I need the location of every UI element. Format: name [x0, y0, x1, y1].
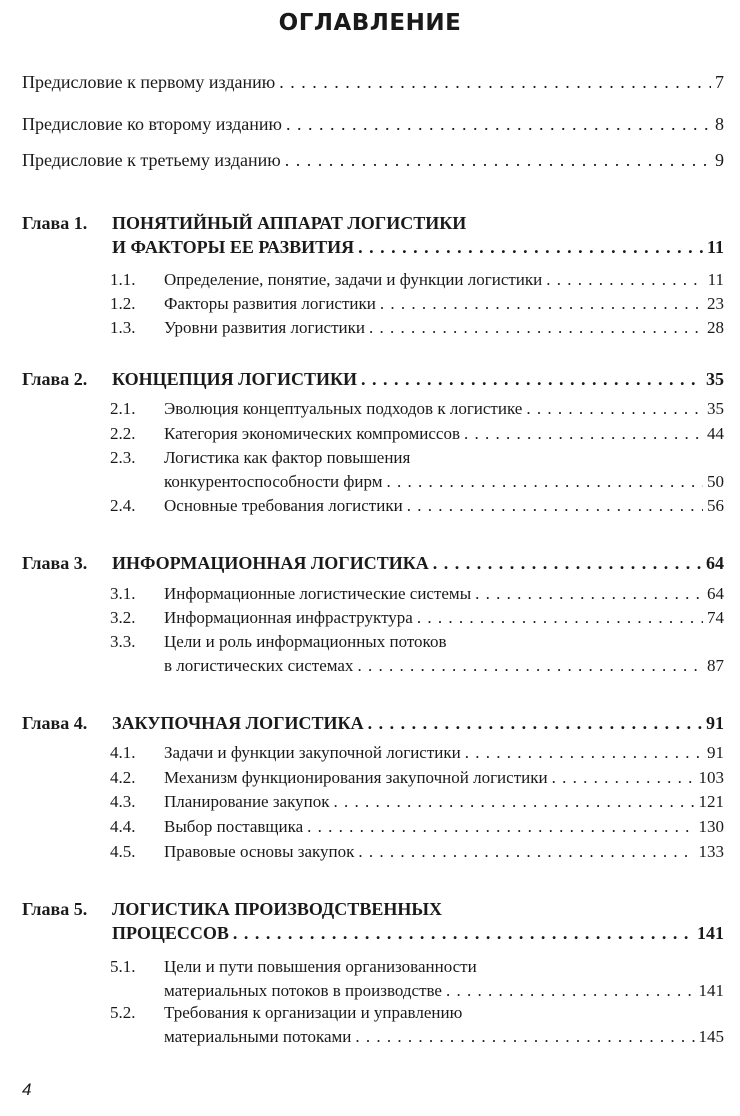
leader-dots: [417, 606, 703, 630]
toc-section-4-4[interactable]: [110, 815, 724, 839]
page-ref: 28: [707, 318, 724, 337]
section-title: Уровни развития логистики: [164, 318, 365, 337]
page-ref: 64: [707, 584, 724, 603]
section-number: 4.5.: [110, 842, 136, 861]
leader-dots: [546, 268, 703, 292]
section-number: 2.1.: [110, 399, 136, 418]
section-title: Информационные логистические системы: [164, 584, 472, 603]
preface-title: Предисловие к первому изданию: [22, 72, 276, 92]
page-ref: 87: [707, 656, 724, 675]
page-ref: 91: [706, 713, 724, 733]
toc-section-3-1[interactable]: [110, 582, 724, 606]
section-title: Факторы развития логистики: [164, 294, 376, 313]
section-number: 1.1.: [110, 270, 136, 289]
page-ref: 44: [707, 424, 724, 443]
toc-chapter-1[interactable]: [22, 211, 724, 259]
leader-dots: [286, 112, 711, 136]
page-ref: 9: [715, 150, 724, 170]
chapter-title-line: ИНФОРМАЦИОННАЯ ЛОГИСТИКА: [112, 553, 429, 573]
preface-title: Предисловие ко второму изданию: [22, 114, 282, 134]
chapter-title-line: ЛОГИСТИКА ПРОИЗВОДСТВЕННЫХ: [112, 899, 443, 919]
toc-section-3-2[interactable]: [110, 606, 724, 630]
leader-dots: [433, 551, 702, 575]
toc-preface-2[interactable]: [22, 112, 724, 136]
chapter-title-line: И ФАКТОРЫ ЕЕ РАЗВИТИЯ: [112, 237, 355, 257]
chapter-title-line: ЗАКУПОЧНАЯ ЛОГИСТИКА: [112, 713, 364, 733]
page-number: 4: [22, 1080, 32, 1099]
page-ref: 11: [706, 237, 724, 257]
leader-dots: [464, 422, 703, 446]
page-ref: 91: [707, 743, 724, 762]
section-number: 5.2.: [110, 1003, 136, 1022]
page-title: ОГЛАВЛЕНИЕ: [278, 10, 462, 36]
leader-dots: [446, 979, 695, 1003]
section-title: Выбор поставщика: [164, 817, 304, 836]
leader-dots: [233, 921, 693, 945]
leader-dots: [333, 790, 694, 814]
section-number: 3.1.: [110, 584, 136, 603]
toc-section-4-3[interactable]: [110, 790, 724, 814]
section-title: в логистических системах: [164, 656, 354, 675]
section-title: Информационная инфраструктура: [164, 608, 413, 627]
leader-dots: [279, 70, 711, 94]
chapter-title-line: КОНЦЕПЦИЯ ЛОГИСТИКИ: [112, 369, 358, 389]
section-title: Планирование закупок: [164, 792, 330, 811]
section-number: 4.2.: [110, 768, 136, 787]
section-number: 2.3.: [110, 448, 136, 467]
toc-section-4-1[interactable]: [110, 741, 724, 765]
leader-dots: [358, 840, 694, 864]
chapter-label: Глава 5.: [22, 899, 88, 919]
toc-chapter-3[interactable]: [22, 551, 724, 575]
section-title: Категория экономических компромиссов: [164, 424, 460, 443]
leader-dots: [552, 766, 695, 790]
section-number: 3.3.: [110, 632, 136, 651]
section-number: 1.3.: [110, 318, 136, 337]
toc-section-5-1[interactable]: [110, 955, 724, 1003]
page-ref: 7: [715, 72, 724, 92]
leader-dots: [361, 367, 702, 391]
section-title: Основные требования логистики: [164, 496, 403, 515]
section-title: Цели и пути повышения организованности: [164, 957, 477, 976]
preface-title: Предисловие к третьему изданию: [22, 150, 281, 170]
page-ref: 35: [707, 399, 724, 418]
toc-section-2-2[interactable]: [110, 422, 724, 446]
section-title: Определение, понятие, задачи и функции логистики: [164, 270, 543, 289]
leader-dots: [407, 494, 703, 518]
leader-dots: [307, 815, 694, 839]
section-title: Эволюция концептуальных подходов к логистике: [164, 399, 523, 418]
page-ref: 141: [698, 981, 724, 1000]
leader-dots: [380, 292, 703, 316]
page-ref: 64: [706, 553, 724, 573]
chapter-title-line: ПРОЦЕССОВ: [112, 923, 229, 943]
page-ref: 35: [706, 369, 724, 389]
page-ref: 74: [707, 608, 724, 627]
chapter-label: Глава 4.: [22, 713, 88, 733]
section-title: Механизм функционирования закупочной логистики: [164, 768, 548, 787]
leader-dots: [357, 654, 703, 678]
leader-dots: [369, 316, 703, 340]
leader-dots: [526, 397, 703, 421]
toc-chapter-2[interactable]: [22, 367, 724, 391]
toc-section-3-3[interactable]: [110, 630, 724, 678]
section-title: Логистика как фактор повышения: [164, 448, 411, 467]
toc-section-4-5[interactable]: [110, 840, 724, 864]
section-title: Задачи и функции закупочной логистики: [164, 743, 461, 762]
page-ref: 133: [698, 842, 724, 861]
leader-dots: [475, 582, 703, 606]
section-number: 4.1.: [110, 743, 136, 762]
toc-section-1-3[interactable]: [110, 316, 724, 340]
leader-dots: [358, 235, 703, 259]
page-ref: 103: [698, 768, 724, 787]
page-ref: 130: [698, 817, 724, 836]
section-title: материальными потоками: [164, 1027, 352, 1046]
leader-dots: [387, 470, 703, 494]
section-number: 2.2.: [110, 424, 136, 443]
section-title: конкурентоспособности фирм: [164, 472, 383, 491]
page-ref: 23: [707, 294, 724, 313]
toc-section-1-2[interactable]: [110, 292, 724, 316]
section-title: Правовые основы закупок: [164, 842, 355, 861]
section-number: 3.2.: [110, 608, 136, 627]
section-number: 4.4.: [110, 817, 136, 836]
section-number: 1.2.: [110, 294, 136, 313]
toc-preface-3[interactable]: [22, 148, 724, 172]
toc-section-5-2[interactable]: [110, 1001, 724, 1049]
leader-dots: [285, 148, 711, 172]
toc-preface-1[interactable]: [22, 70, 724, 94]
page-ref: 121: [698, 792, 724, 811]
chapter-title-line: ПОНЯТИЙНЫЙ АППАРАТ ЛОГИСТИКИ: [112, 213, 467, 233]
leader-dots: [465, 741, 703, 765]
leader-dots: [355, 1025, 694, 1049]
section-number: 5.1.: [110, 957, 136, 976]
toc-section-1-1[interactable]: [110, 268, 724, 292]
page-ref: 56: [707, 496, 724, 515]
toc-section-2-1[interactable]: [110, 397, 724, 421]
page-ref: 141: [697, 923, 724, 943]
toc-section-2-3[interactable]: [110, 446, 724, 494]
chapter-label: Глава 3.: [22, 553, 88, 573]
page-ref: 11: [707, 270, 724, 289]
page-ref: 8: [715, 114, 724, 134]
section-title: материальных потоков в производстве: [164, 981, 442, 1000]
toc-chapter-4[interactable]: [22, 711, 724, 735]
section-number: 2.4.: [110, 496, 136, 515]
section-title: Цели и роль информационных потоков: [164, 632, 447, 651]
page-ref: 145: [698, 1027, 724, 1046]
page-ref: 50: [707, 472, 724, 491]
leader-dots: [368, 711, 702, 735]
toc-section-2-4[interactable]: [110, 494, 724, 518]
chapter-label: Глава 2.: [22, 369, 88, 389]
chapter-label: Глава 1.: [22, 213, 88, 233]
section-number: 4.3.: [110, 792, 136, 811]
section-title: Требования к организации и управлению: [164, 1003, 463, 1022]
toc-chapter-5[interactable]: [22, 897, 724, 945]
toc-section-4-2[interactable]: [110, 766, 724, 790]
